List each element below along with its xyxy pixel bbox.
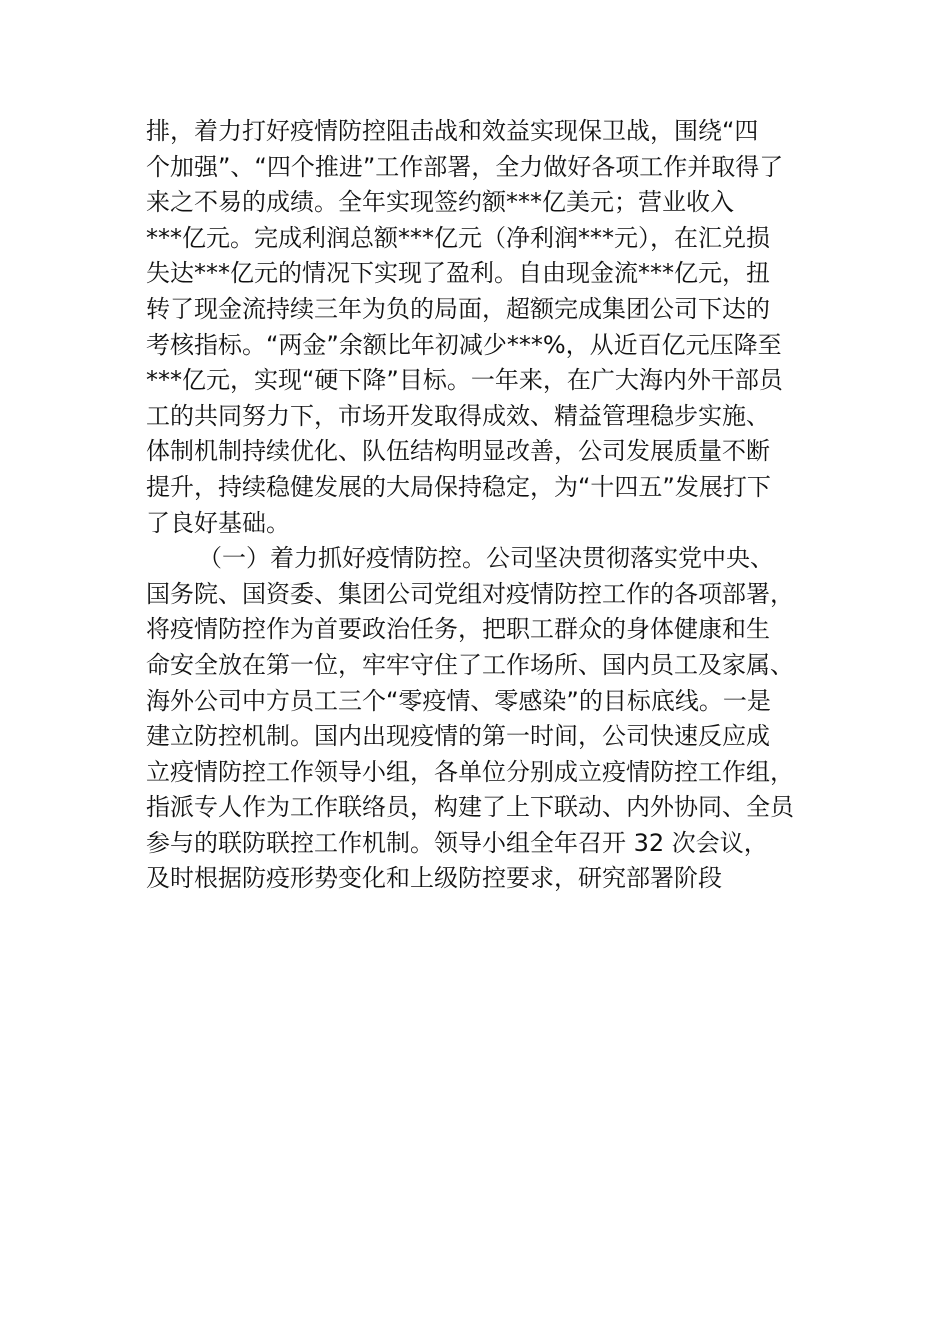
text-line: 立疫情防控工作领导小组，各单位分别成立疫情防控工作组， (146, 757, 794, 786)
text-line: 海外公司中方员工三个“零疫情、零感染”的目标底线。一是 (146, 686, 771, 715)
text-line: 指派专人作为工作联络员，构建了上下联动、内外协同、全员 (146, 793, 794, 822)
text-line: 了良好基础。 (146, 508, 290, 537)
text-line: 将疫情防控作为首要政治任务，把职工群众的身体健康和生 (146, 615, 770, 644)
text-line: ***亿元，实现“硬下降”目标。一年来，在广大海内外干部员 (146, 366, 783, 395)
text-line: 来之不易的成绩。全年实现签约额***亿美元；营业收入 (146, 188, 734, 217)
text-line: 失达***亿元的情况下实现了盈利。自由现金流***亿元，扭 (146, 259, 770, 288)
text-line: 个加强”、“四个推进”工作部署，全力做好各项工作并取得了 (146, 152, 784, 181)
text-line: 转了现金流持续三年为负的局面，超额完成集团公司下达的 (146, 294, 770, 323)
text-line: 命安全放在第一位，牢牢守住了工作场所、国内员工及家属、 (146, 650, 794, 679)
text-line: 体制机制持续优化、队伍结构明显改善，公司发展质量不断 (146, 437, 770, 466)
text-line: 考核指标。“两金”余额比年初减少***%，从近百亿元压降至 (146, 330, 782, 359)
text-line: 排，着力打好疫情防控阻击战和效益实现保卫战，围绕“四 (146, 117, 759, 145)
text-line: 及时根据防疫形势变化和上级防控要求，研究部署阶段 (146, 864, 722, 893)
text-line: 建立防控机制。国内出现疫情的第一时间，公司快速反应成 (146, 722, 770, 751)
text-line: 工的共同努力下，市场开发取得成效、精益管理稳步实施、 (146, 401, 770, 430)
body-text (146, 114, 836, 897)
text-line: 国务院、国资委、集团公司党组对疫情防控工作的各项部署， (146, 579, 794, 608)
text-line: ***亿元。完成利润总额***亿元（净利润***元），在汇兑损 (146, 223, 770, 252)
text-line: 提升，持续稳健发展的大局保持稳定，为“十四五”发展打下 (146, 472, 771, 501)
section-heading-line: （一）着力抓好疫情防控。公司坚决贯彻落实党中央、 (198, 544, 774, 573)
text-line: 参与的联防联控工作机制。领导小组全年召开 32 次会议， (146, 828, 768, 857)
